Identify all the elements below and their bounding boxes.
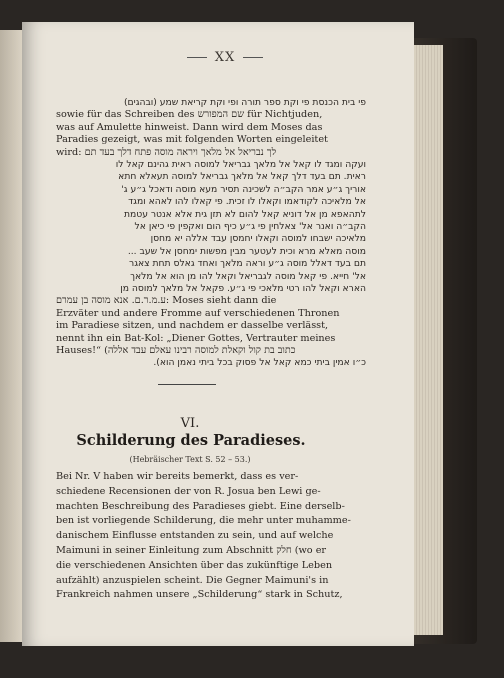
text-line: מלאיכה ישבחו למוסה וקאלו יחמסן עבד אללה יא מחסן [150, 233, 366, 245]
header-rule-right [243, 57, 263, 58]
text-line: כ״ו אמין ביתי כמא קאל אל פסוק בכל ביתי נאמן הוא). [153, 357, 366, 369]
page-header [160, 50, 290, 65]
text-line: אוריך ג״ע אמר הקב״ה לשכינה תסיר מעא מוסה ודאכל ג״ע ג' [121, 183, 366, 195]
text-line: sowie für das Schreiben des שם המפורש für Nichtjuden, [56, 109, 323, 121]
text-line: ע.מ.ר.ם. אנא מוסה בן עמרם: Moses sieht dann die [56, 295, 277, 307]
text-line: Erzväter und andere Fromme auf verschiedenen Thronen [56, 307, 340, 319]
text-line: אל מלאיכה לקודאמו וקאלו לו זכית. פי קאלו להו לאהא ומגד [128, 196, 366, 208]
text-line: aufzählt) anzuspielen scheint. Die Gegner Maimuni's in [56, 574, 329, 586]
page-number: XX [214, 50, 236, 65]
text-line: ועקה ומגד לו קאל אל מלאך גבריאל למוסה ראית גהינם קאל לו [115, 159, 366, 170]
text-line: לתהאפא מן אל דוניא קאל להום לא תזן גית אלא אנטר עטמת [123, 208, 366, 220]
text-line: Frankreich nahmen unsere „Schilderung“ stark in Schutz, [56, 589, 343, 601]
text-line: מוסה מאלא מרא וכית לעטער מבין מפשות ימחסן אל שעב ... [127, 245, 366, 257]
text-line: פי בית הכנסת פי וקת ספר תורה ופי וקת קריאת שמע (ובהגים) [123, 97, 366, 108]
text-line: die verschiedenen Ansichten über das zukünftige Leben [56, 559, 333, 571]
header-rule-left [187, 57, 207, 58]
text-line: ben ist vorliegende Schilderung, die mehr unter muhamme- [56, 515, 351, 527]
text-line: danischem Einflusse entstanden zu sein, und auf welche [56, 530, 334, 542]
text-line: ראית. תם בעד דלך קאל אל מלאך גבריאל למוסה תעאלא חתא [118, 171, 366, 183]
text-line: was auf Amulette hinweist. Dann wird dem Moses das [56, 121, 323, 133]
text-line: schiedene Recensionen der von R. Josua ben Lewi ge- [56, 485, 321, 497]
text-line: תם בעד דאלל מוסה ג״ע וראה מלאך ואחד גאלס תחת צאגר [129, 258, 366, 270]
text-line: הקב״ה ואנר אל' צאלחין פי ג״ע כיף הום ואקפין פי כיאן אל [134, 221, 366, 232]
text-line: Paradies gezeigt, was mit folgenden Worten eingeleitet [56, 134, 328, 146]
text-line: Bei Nr. V haben wir bereits bemerkt, dass es ver- [56, 471, 299, 482]
section-divider [158, 384, 216, 385]
section-title: Schilderung des Paradieses. [76, 432, 306, 449]
section-number: VI. [180, 416, 200, 431]
text-line: im Paradiese sitzen, und nachdem er dasselbe verlässt, [56, 320, 329, 332]
section-reference: (Hebräischer Text S. 52 – 53.) [129, 455, 251, 464]
text-line: הארא וקאל להו רטי מלאכי פי ג״ע. פקאל אל מלאך למוסה מן [120, 283, 366, 294]
text-line: machten Beschreibung des Paradieses giebt. Eine derselb- [56, 500, 345, 512]
text-line: nennt ihn ein Bat-Kol: „Diener Gottes, Vertrauter meines [56, 332, 336, 344]
text-line: wird: לך נבריאל אל מלאך ויראה מוסה פתח דלך בעד תם [56, 146, 277, 158]
text-line: Hauses!“ (כתוב בת קול וקאלת למוסה רבינו עאלם עבד אללה [56, 345, 296, 356]
text-line: Maimuni in seiner Einleitung zum Abschnitt חלק (wo er [56, 545, 327, 556]
text-line: אל' חייא. פי קאל מוסה לגבריאל וקאל להו מן הוא אל מלאך [130, 270, 366, 282]
left-page-edge [0, 30, 24, 642]
